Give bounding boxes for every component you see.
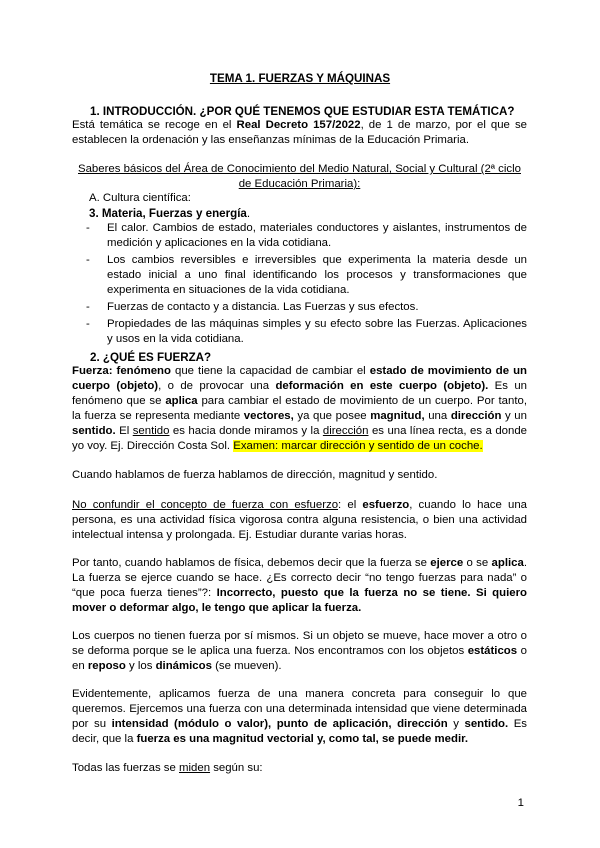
list-item: - Propiedades de las máquinas simples y su efecto sobre las Fuerzas. Aplicaciones y usos en la vida cotidiana. (86, 317, 527, 347)
fisica-paragraph: Por tanto, cuando hablamos de física, debemos decir que la fuerza se ejerce o se aplica. La fuerza se ejerce cuando se hace. ¿Es correcto decir “no tengo fuerzas para nada” o “que poca fuerza tienes”?: Incorrecto, puesto que la fuerza no se tiene. Si quiero mover o deformar algo, le tengo que aplicar la fuerza. (72, 557, 527, 614)
cuerpos-paragraph: Los cuerpos no tienen fuerza por sí mismos. Si un objeto se mueve, hace mover a otro o se deforma porque se le aplica una fuerza. Nos encontramos con los objetos estáticos o en reposo y los dinámicos (se mueven). (72, 630, 527, 672)
saberes-list (86, 221, 527, 349)
decree-reference: Real Decreto 157/2022 (236, 119, 361, 131)
section-2-heading: 2. ¿QUÉ ES FUERZA? (90, 351, 212, 364)
hablamos-paragraph: Cuando hablamos de fuerza hablamos de dirección, magnitud y sentido. (72, 469, 438, 481)
intro-paragraph: Está temática se recoge en el Real Decreto 157/2022, de 1 de marzo, por el que se establecen la ordenación y las enseñanzas mínimas de la Educación Primaria. (72, 119, 527, 146)
item-3: 3. Materia, Fuerzas y energía. (89, 207, 251, 220)
exam-highlight: Examen: marcar dirección y sentido de un coche. (233, 440, 483, 452)
page-number: 1 (517, 797, 524, 809)
vectorial-paragraph: Evidentemente, aplicamos fuerza de una manera concreta para conseguir lo que queremos. Ejercemos una fuerza con una determinada intensidad que viene determinada por su intensidad (módulo o valor), punto de aplicación, dirección y sentido. Es decir, que la fuerza es una magnitud vectorial y, como tal, se puede medir. (72, 688, 527, 745)
list-item: - El calor. Cambios de estado, materiales conductores y aislantes, instrumentos de medición y aplicaciones en la vida cotidiana. (86, 221, 527, 251)
saberes-heading: Saberes básicos del Área de Conocimiento del Medio Natural, Social y Cultural (2ª ciclo de Educación Primaria): (78, 163, 521, 190)
item-a: A. Cultura científica: (89, 192, 191, 204)
miden-paragraph: Todas las fuerzas se miden según su: (72, 762, 263, 774)
list-item: - Los cambios reversibles e irreversibles que experimenta la materia desde un estado inicial a uno final identificando los procesos y transformaciones que experimenta en situaciones de la vida cotidiana. (86, 253, 527, 298)
list-item: - Fuerzas de contacto y a distancia. Las Fuerzas y sus efectos. (86, 300, 527, 315)
section-1-heading: 1. INTRODUCCIÓN. ¿POR QUÉ TENEMOS QUE ESTUDIAR ESTA TEMÁTICA? (90, 105, 515, 118)
fuerza-definition: Fuerza: fenómeno que tiene la capacidad de cambiar el estado de movimiento de un cuerpo (objeto), o de provocar una deformación en este cuerpo (objeto). Es un fenómeno que se aplica para cambiar el estado de movimiento de un cuerpo. Por tanto, la fuerza se representa mediante vectores, ya que posee magnitud, una dirección y un sentido. El sentido es hacia donde miramos y la dirección es una línea recta, es a donde yo voy. Ej. Dirección Costa Sol. Examen: marcar dirección y sentido de un coche. (72, 365, 527, 452)
document-title: TEMA 1. FUERZAS Y MÁQUINAS (209, 72, 391, 85)
esfuerzo-paragraph: No confundir el concepto de fuerza con esfuerzo: el esfuerzo, cuando lo hace una persona, es una actividad física vigorosa contra alguna resistencia, o bien una actividad intelectual intensa y prolongada. Ej. Estudiar durante varias horas. (72, 499, 527, 541)
